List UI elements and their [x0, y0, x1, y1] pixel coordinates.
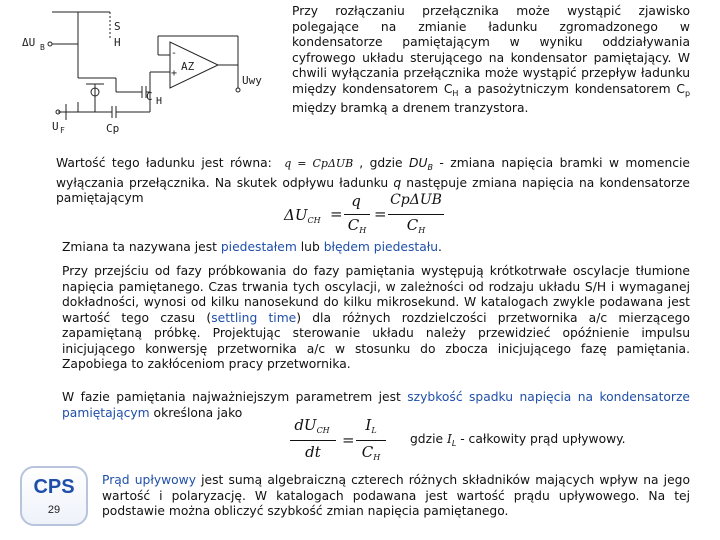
p3-c: .: [438, 240, 442, 254]
p2-c: - zmiana napięcia bramki w momencie wyłączania przełącznika. Na skutek odpływu ładunku: [56, 156, 690, 190]
eq2-num-l: $dU_{CH}$: [294, 416, 330, 435]
eq2-fracline-r: [356, 440, 386, 441]
sample-hold-circuit-diagram: [0, 0, 280, 140]
p1-mid: a pasożytniczym kondensatorem C: [458, 81, 685, 96]
p3-a: Zmiana ta nazywana jest: [62, 240, 221, 254]
cps-logo-text: CPS: [33, 476, 75, 498]
p2-a: Wartość tego ładunku jest równa:: [56, 156, 272, 170]
p1-text: Przy rozłączaniu przełącznika może wystąpić zjawisko polegające na zmianie ładunku zgromadzonego w kondensatorze pamiętającym w wyniku oddziaływania cyfrowego układu sterującego na kondensator pamiętający. W chwili wyłączania przełącznika może wystąpić przepływ ładunku między kondensatorem C: [292, 4, 690, 96]
p4-b: ) dla różnych rozdzielczości przetwornika a/c mierzącego zapamiętaną próbkę. Projektując sterowanie układu należy przewidzieć opóźnienie impulsu inicjującego konwersję przetwornika a/c w stosunku do zbocza inicjującego fazę pamiętania. Zapobiega to zakłóceniom pracy przetwornika.: [62, 310, 690, 371]
eq1-eq-sign-1: =: [330, 205, 343, 223]
label-minus: -: [171, 48, 178, 59]
inline-formula-q: q = CpΔUB: [284, 157, 354, 170]
p2-q: q: [393, 175, 402, 190]
eq1-lhs: $\Delta U_{CH}$: [284, 206, 321, 225]
eq1-fracline-2: [388, 214, 444, 215]
eq1-num1: q: [351, 192, 361, 210]
label-uf: U: [52, 120, 59, 133]
label-delta-ub: ΔU: [22, 36, 36, 49]
equation-droop-rate: [290, 416, 390, 468]
page-number: 29: [47, 504, 61, 516]
label-ch-sub: H: [156, 96, 163, 107]
eq2-fracline-l: [290, 440, 336, 441]
label-uwy: Uwy: [242, 74, 262, 87]
label-uf-sub: F: [60, 126, 65, 135]
link-szybkosc-spadku[interactable]: szybkość spadku napięcia na kondensatorze pamiętającym: [62, 390, 690, 420]
link-blad-piedestalu[interactable]: błędem piedestału: [323, 240, 439, 254]
label-az: AZ: [181, 60, 195, 73]
p2-dub: DU: [409, 156, 428, 170]
p2-b: , gdzie: [359, 156, 410, 170]
label-plus: +: [171, 68, 178, 79]
paragraph-1: [292, 4, 690, 117]
label-s: S: [114, 20, 121, 33]
eq2-eq-sign: =: [342, 431, 355, 449]
label-cp: Cp: [106, 122, 120, 135]
label-h: H: [114, 36, 121, 49]
p1-sub2: p: [684, 88, 691, 98]
p1-end: między bramką a drenem tranzystora.: [292, 101, 529, 115]
eq2-den-r: $C_H$: [361, 443, 381, 462]
equation-pedestal: [284, 192, 444, 240]
cps-logo: [20, 466, 88, 526]
link-settling-time[interactable]: settling time: [211, 310, 297, 325]
link-piedestal[interactable]: piedestałem: [220, 240, 297, 254]
p7-b: jest sumą algebraiczną czterech różnych składników mających wpływ na jego wartość i polaryzację. W katalogach podawana jest wartość prądu upływowego. Na tej podstawie można obliczyć szybkość zmian napięcia pamiętanego.: [102, 473, 690, 518]
p5-a: W fazie pamiętania najważniejszym parametrem jest: [62, 390, 408, 404]
p6-il-sub: L: [451, 439, 457, 448]
link-prad-uplywowy[interactable]: Prąd upływowy: [102, 473, 197, 487]
eq1-eq-sign-2: =: [374, 205, 387, 223]
paragraph-4: [62, 264, 690, 373]
p6-b: - całkowity prąd upływowy.: [456, 432, 626, 446]
p1-sub1: H: [452, 88, 459, 98]
p2-dub-sub: B: [427, 163, 434, 172]
p3-b: lub: [296, 240, 324, 254]
eq1-num2: CpΔUB: [390, 192, 442, 208]
label-ch: C: [146, 90, 153, 103]
paragraph-7: [102, 473, 690, 520]
eq1-den2: $C_H$: [406, 216, 426, 235]
eq2-den-l: dt: [305, 443, 321, 461]
p6-il: I: [446, 432, 452, 446]
eq1-den1: $C_H$: [347, 216, 367, 235]
label-delta-ub-sub: B: [40, 43, 45, 52]
p2-d: następuje zmiana napięcia na kondensatorze pamiętającym: [56, 175, 690, 205]
eq2-num-r: $I_L$: [365, 416, 377, 435]
paragraph-6: [410, 432, 700, 452]
p5-b: określona jako: [149, 405, 243, 420]
p6-a: gdzie: [410, 432, 447, 446]
p4-a: Przy przejściu od fazy próbkowania do fazy pamiętania występują krótkotrwałe oscylacje tłumione napięcia pamiętanego. Czas trwania tych oscylacji, w zależności od rodzaju układu S/H i wymaganej dokładności, wynosi od kilku nanosekund do kilku mikrosekund. W katalogach zwykle podawana jest wartość tego czasu (: [62, 264, 690, 325]
paragraph-3: [62, 240, 690, 256]
eq1-fracline-1: [344, 214, 370, 215]
